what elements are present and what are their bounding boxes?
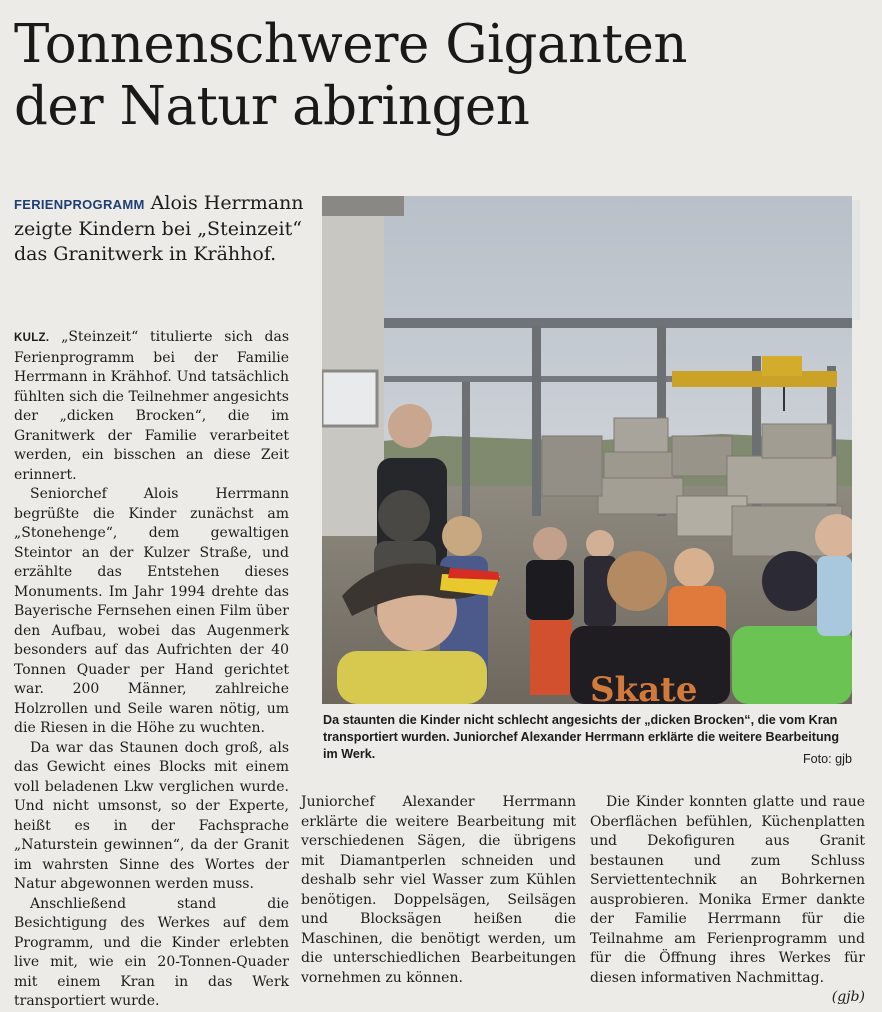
article-paragraph: Anschließend stand die Besichtigung des Werkes auf dem Programm, und die Kinder erlebten live mit, wie ein 20-Tonnen-Quader mit einem Kran in das Werk transportiert wurde. bbox=[14, 895, 289, 1009]
article-column-3 bbox=[590, 793, 865, 1008]
article-column-2 bbox=[301, 793, 576, 988]
article-column-1 bbox=[14, 328, 289, 1012]
article-photo bbox=[322, 196, 852, 704]
headline-line-2: der Natur abringen bbox=[14, 76, 530, 137]
kicker-label: FERIENPROGRAMM bbox=[14, 197, 145, 212]
photo-caption: Da staunten die Kinder nicht schlecht angesichts der „dicken Brocken“, die vom Kran transportiert wurden. Juniorchef Alexander Herrmann erklärte die weitere Bearbeitung im Werk. bbox=[323, 713, 840, 761]
kicker-text: Alois Herrmann zeigte Kindern bei „Steinzeit“ das Granitwerk in Krähhof. bbox=[14, 192, 304, 265]
author-signature: (gjb) bbox=[831, 989, 865, 1005]
photo-illustration bbox=[322, 196, 852, 704]
article-paragraph: Da war das Staunen doch groß, als das Gewicht eines Blocks mit einem voll beladenen Lkw verglichen wurde. Und nicht umsonst, so der Experte, heißt es in der Fachsprache „Naturstein gewinnen“, da der Granit im wahrsten Sinne des Wortes der Natur abgewonnen werden muss. bbox=[14, 739, 289, 892]
article-paragraph: Die Kinder konnten glatte und raue Oberflächen befühlen, Küchenplatten und Dekofiguren aus Granit bestaunen und zum Schluss Serviettentechnik an Bohrkernen ausprobieren. Monika Ermer dankte der Familie Herrmann für die Teilnahme am Ferienprogramm und für die Öffnung ihres Werkes für diesen informativen Nachmittag. bbox=[590, 794, 865, 986]
headline-line-1: Tonnenschwere Giganten bbox=[14, 14, 687, 75]
article-paragraph: Juniorchef Alexander Herrmann erklärte die weitere Bearbeitung mit verschiedenen Sägen, die übrigens mit Diamantperlen schneiden und deshalb sehr viel Wasser zum Kühlen benötigen. Doppelsägen, Seilsägen und Blocksägen heißen die Maschinen, die benötigt werden, um die unterschiedlichen Bearbeitungen vornehmen zu können. bbox=[301, 794, 576, 986]
photo-credit: Foto: gjb bbox=[802, 752, 852, 766]
shirt-text: Skate bbox=[590, 670, 698, 704]
kicker bbox=[14, 191, 304, 267]
article-paragraph: KULZ. „Steinzeit“ titulierte sich das Ferienprogramm bei der Familie Herrmann in Krähhof. Und tatsächlich fühlten sich die Teilnehmer angesichts der „dicken Brocken“, die im Granitwerk der Familie verarbeitet werden, ein bisschen an diese Zeit erinnert. bbox=[14, 329, 289, 483]
headline bbox=[14, 14, 864, 138]
dateline: KULZ. bbox=[14, 332, 50, 344]
article-paragraph: Seniorchef Alois Herrmann begrüßte die Kinder zunächst am „Stonehenge“, dem gewaltigen Steintor an der Kulzer Straße, und erzählte das Entstehen dieses Monuments. Im Jahr 1994 drehte das Bayerische Fernsehen einen Film über den Aufbau, wobei das Augenmerk besonders auf das Aufrichten der 40 Tonnen Quader per Hand gerichtet war. 200 Männer, zahlreiche Holzrollen und Seile waren nötig, um die Riesen in die Höhe zu wuchten. bbox=[14, 486, 289, 736]
